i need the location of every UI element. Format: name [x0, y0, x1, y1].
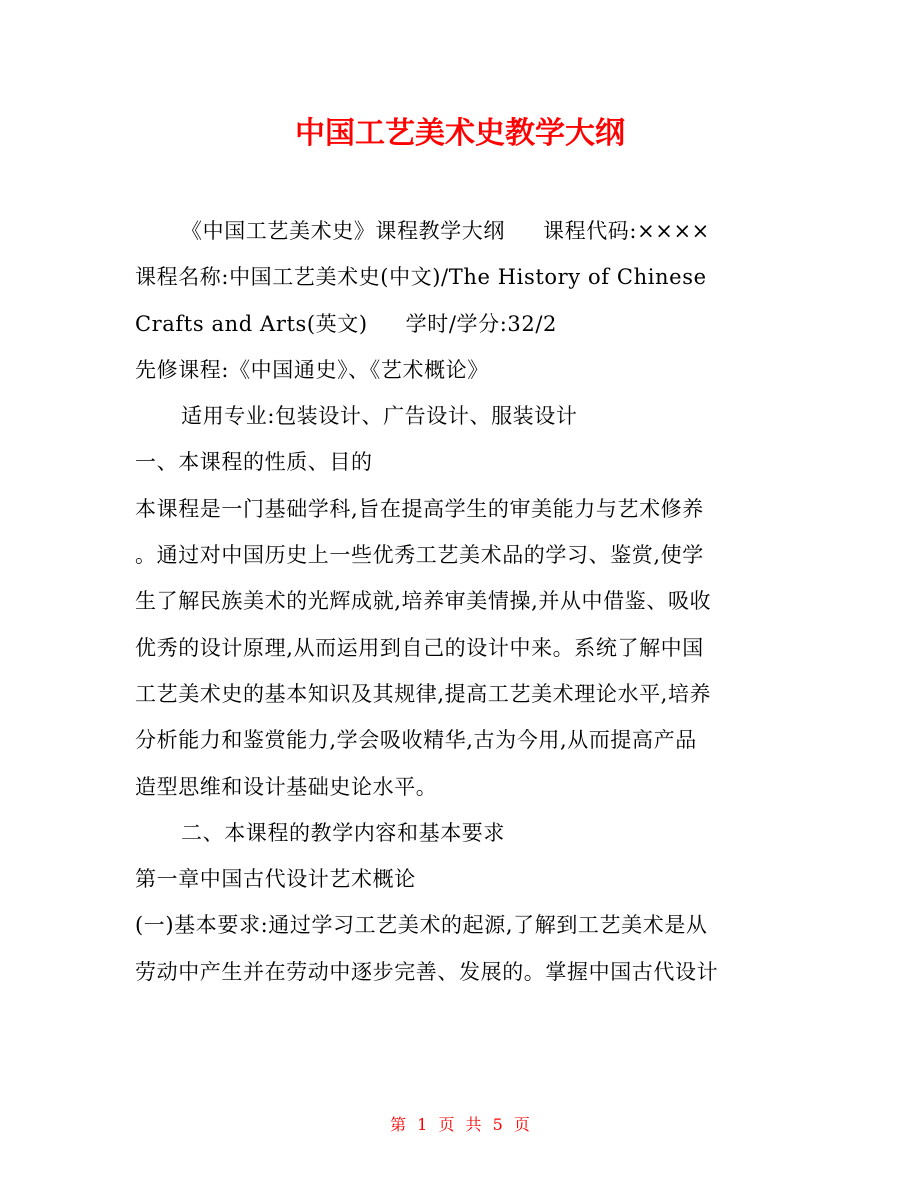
paragraph-line: 本课程是一门基础学科,旨在提高学生的审美能力与艺术修养	[135, 496, 704, 521]
chapter-heading-1: 第一章中国古代设计艺术概论	[135, 867, 416, 892]
section-heading-1: 一、本课程的性质、目的	[135, 450, 373, 475]
paragraph-line: 分析能力和鉴赏能力,学会吸收精华,古为今用,从而提高产品	[135, 728, 697, 753]
paragraph-line: 造型思维和设计基础史论水平。	[135, 774, 438, 799]
hours-credits: 学时/学分:32/2	[405, 311, 557, 336]
paragraph-line: 。通过对中国历史上一些优秀工艺美术品的学习、鉴赏,使学	[135, 543, 704, 568]
course-outline-title: 《中国工艺美术史》课程教学大纲	[181, 219, 505, 243]
header-line	[135, 208, 785, 254]
section-heading-2: 二、本课程的教学内容和基本要求	[181, 820, 505, 845]
paragraph-line: 劳动中产生并在劳动中逐步完善、发展的。掌握中国古代设计	[135, 959, 719, 984]
page-title: 中国工艺美术史教学大纲	[295, 116, 625, 151]
paragraph-line: 生了解民族美术的光辉成就,培养审美情操,并从中借鉴、吸收	[135, 589, 712, 614]
page-indicator: 第 1 页 共 5 页	[390, 1115, 530, 1134]
course-code: 课程代码:××××	[543, 219, 710, 243]
paragraph-line: 工艺美术史的基本知识及其规律,提高工艺美术理论水平,培养	[135, 681, 712, 706]
course-name-english: Crafts and Arts(英文)	[135, 311, 368, 336]
applicable-majors: 适用专业:包装设计、广告设计、服装设计	[181, 404, 578, 429]
prerequisites: 先修课程:《中国通史》、《艺术概论》	[135, 357, 489, 382]
course-name-line-2	[135, 301, 785, 347]
document-body	[135, 208, 785, 995]
paragraph-line: (一)基本要求:通过学习工艺美术的起源,了解到工艺美术是从	[135, 913, 708, 938]
paragraph-line: 优秀的设计原理,从而运用到自己的设计中来。系统了解中国	[135, 635, 704, 660]
course-name-line-1: 课程名称:中国工艺美术史(中文)/The History of Chinese	[135, 265, 707, 290]
